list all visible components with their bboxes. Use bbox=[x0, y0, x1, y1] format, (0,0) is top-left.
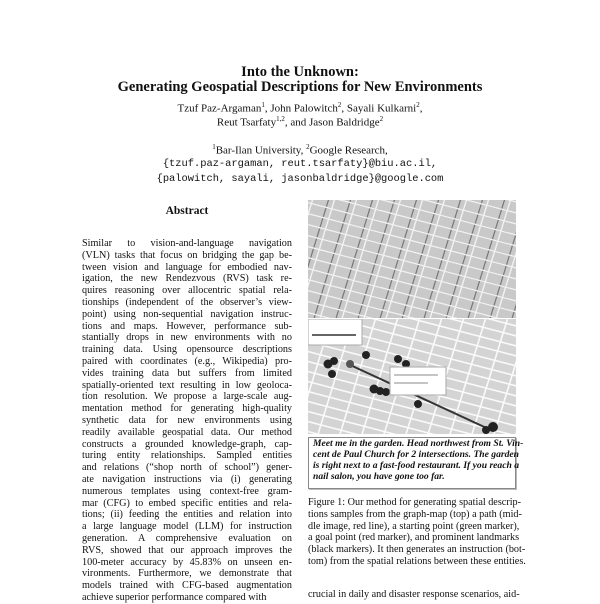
map-popup-small bbox=[308, 319, 362, 345]
abstract-line: stantially drops in new environments with no bbox=[82, 332, 292, 344]
author-separator: , bbox=[419, 102, 423, 115]
map-popup-info bbox=[390, 367, 446, 395]
abstract-line: 100-meter accuracy by 45.83% on unseen en- bbox=[82, 556, 292, 568]
author-affil-sup: 2 bbox=[416, 101, 420, 109]
abstract-line: numerous templates using context-free gram- bbox=[82, 485, 292, 497]
abstract-line: a large language model (LLM) for instruction bbox=[82, 521, 292, 533]
author-affil-sup: 2 bbox=[379, 115, 384, 123]
abstract-line: Similar to vision-and-language navigation bbox=[82, 238, 292, 249]
abstract-line: readily available geospatial data. Our method bbox=[82, 426, 292, 438]
author-affil-sup: 1,2 bbox=[276, 115, 285, 123]
abstract-line: and relations (“shop north of school”) gener- bbox=[82, 462, 292, 474]
abstract-line: tions; (ii) feeding the entities and relation into bbox=[82, 509, 292, 521]
authors-line2 bbox=[0, 115, 600, 129]
abstract-line: turing entity relationships. Sampled entities bbox=[82, 450, 292, 462]
body-text-right bbox=[308, 589, 518, 601]
abstract-line: tween vision and language for embodied nav- bbox=[82, 261, 292, 273]
abstract-line: vides training data but suffers from limited bbox=[82, 367, 292, 379]
paper-title-line2: Generating Geospatial Descriptions for New Environments bbox=[117, 79, 483, 95]
caption-line: tions samples from the graph-map (top) a path (mid- bbox=[308, 508, 522, 520]
affil-biu: Bar-Ilan University, bbox=[215, 144, 307, 157]
start-marker[interactable] bbox=[346, 360, 354, 368]
author-affil-sup: 2 bbox=[337, 101, 342, 109]
affil-google: Google Research, bbox=[309, 144, 388, 157]
author-name: Reut Tsarfaty bbox=[216, 116, 277, 129]
abstract-line: tionships (independent of the observer’s view- bbox=[82, 296, 292, 308]
abstract-line: generation. A comprehensive evaluation on bbox=[82, 532, 292, 544]
authors-line1 bbox=[0, 101, 600, 115]
author-separator: , bbox=[341, 102, 347, 115]
abstract-line: tion resolution. We propose a large-scale aug- bbox=[82, 391, 292, 403]
author-name: John Palowitch bbox=[270, 102, 338, 115]
author-separator: , bbox=[264, 102, 271, 115]
affil-sup: 1 bbox=[212, 143, 216, 151]
street-map-image bbox=[308, 319, 516, 434]
affil-sup: 2 bbox=[306, 143, 310, 151]
body-line: crucial in daily and disaster response scenarios, aid- bbox=[308, 589, 520, 600]
caption-line: (black markers). It then generates an instruction (bot- bbox=[308, 544, 526, 556]
abstract-line: point) using non-sequential navigation instruc- bbox=[82, 308, 292, 320]
abstract-heading: Abstract bbox=[165, 205, 209, 217]
figure-graph-map bbox=[308, 200, 516, 318]
author-affil-sup: 1 bbox=[261, 101, 265, 109]
abstract-body bbox=[82, 238, 292, 604]
generated-instruction-box bbox=[308, 437, 524, 489]
author-name: Tzuf Paz-Argaman bbox=[177, 102, 262, 115]
abstract-line: vironments. Furthermore, we demonstrate that bbox=[82, 568, 292, 580]
caption-line: a goal point (red marker), and prominent landmarks bbox=[308, 532, 520, 544]
caption-line: dle image, red line), a starting point (green marker), bbox=[308, 520, 520, 532]
abstract-line: models trained with CFG-based augmentation bbox=[82, 580, 292, 592]
abstract-line: spatially-oriented text resulting in low geoloca- bbox=[82, 379, 292, 391]
abstract-line: mentation method for generating high-quality bbox=[82, 403, 292, 415]
abstract-line: constructs a grounded knowledge-graph, cap- bbox=[82, 438, 292, 450]
abstract-line: tions and maps. However, performance sub- bbox=[82, 320, 292, 332]
abstract-line: quires reasoning over allocentric spatial rela- bbox=[82, 285, 292, 297]
abstract-line: training data. Using opensource descriptions bbox=[82, 344, 292, 356]
email-line2: {palowitch, sayali, jasonbaldridge}@google.com bbox=[156, 173, 444, 185]
email-line1: {tzuf.paz-argaman, reut.tsarfaty}@biu.ac.il, bbox=[162, 158, 438, 170]
instruction-line: nail salon, you have gone too far. bbox=[313, 471, 445, 482]
figure-street-map bbox=[308, 319, 516, 434]
abstract-line: ate navigation instructions via (i) generating bbox=[82, 473, 292, 485]
instruction-line: Meet me in the garden. Head northwest from St. Vin- bbox=[313, 438, 524, 449]
abstract-line: igation, the new Rendezvous (RVS) task re- bbox=[82, 273, 292, 285]
instruction-line: cent de Paul Church for 2 intersections. The garden bbox=[313, 449, 520, 460]
caption-line: Figure 1: Our method for generating spatial descrip- bbox=[308, 497, 522, 508]
abstract-line: paired with coordinates (e.g., Wikipedia) pro- bbox=[82, 355, 292, 367]
graph-map-image bbox=[308, 200, 516, 318]
abstract-line: achieve superior performance compared with bbox=[82, 591, 267, 603]
paper-title-line1: Into the Unknown: bbox=[241, 64, 359, 80]
author-separator: , and bbox=[284, 116, 310, 129]
figure-caption bbox=[308, 497, 526, 568]
abstract-line: synthetic data for new environments using bbox=[82, 414, 292, 426]
affiliations bbox=[0, 143, 600, 157]
abstract-line: RVS, showed that our approach improves the bbox=[82, 544, 292, 556]
abstract-line: (VLN) tasks that focus on bridging the gap be- bbox=[82, 249, 292, 261]
abstract-line: mar (CFG) to embed specific entities and rela- bbox=[82, 497, 292, 509]
caption-line: tom) from the spatial relations between these entities. bbox=[308, 555, 526, 567]
author-name: Jason Baldridge bbox=[309, 116, 380, 129]
author-name: Sayali Kulkarni bbox=[346, 102, 417, 115]
instruction-line: is right next to a fast-food restaurant. If you reach a bbox=[313, 460, 520, 471]
